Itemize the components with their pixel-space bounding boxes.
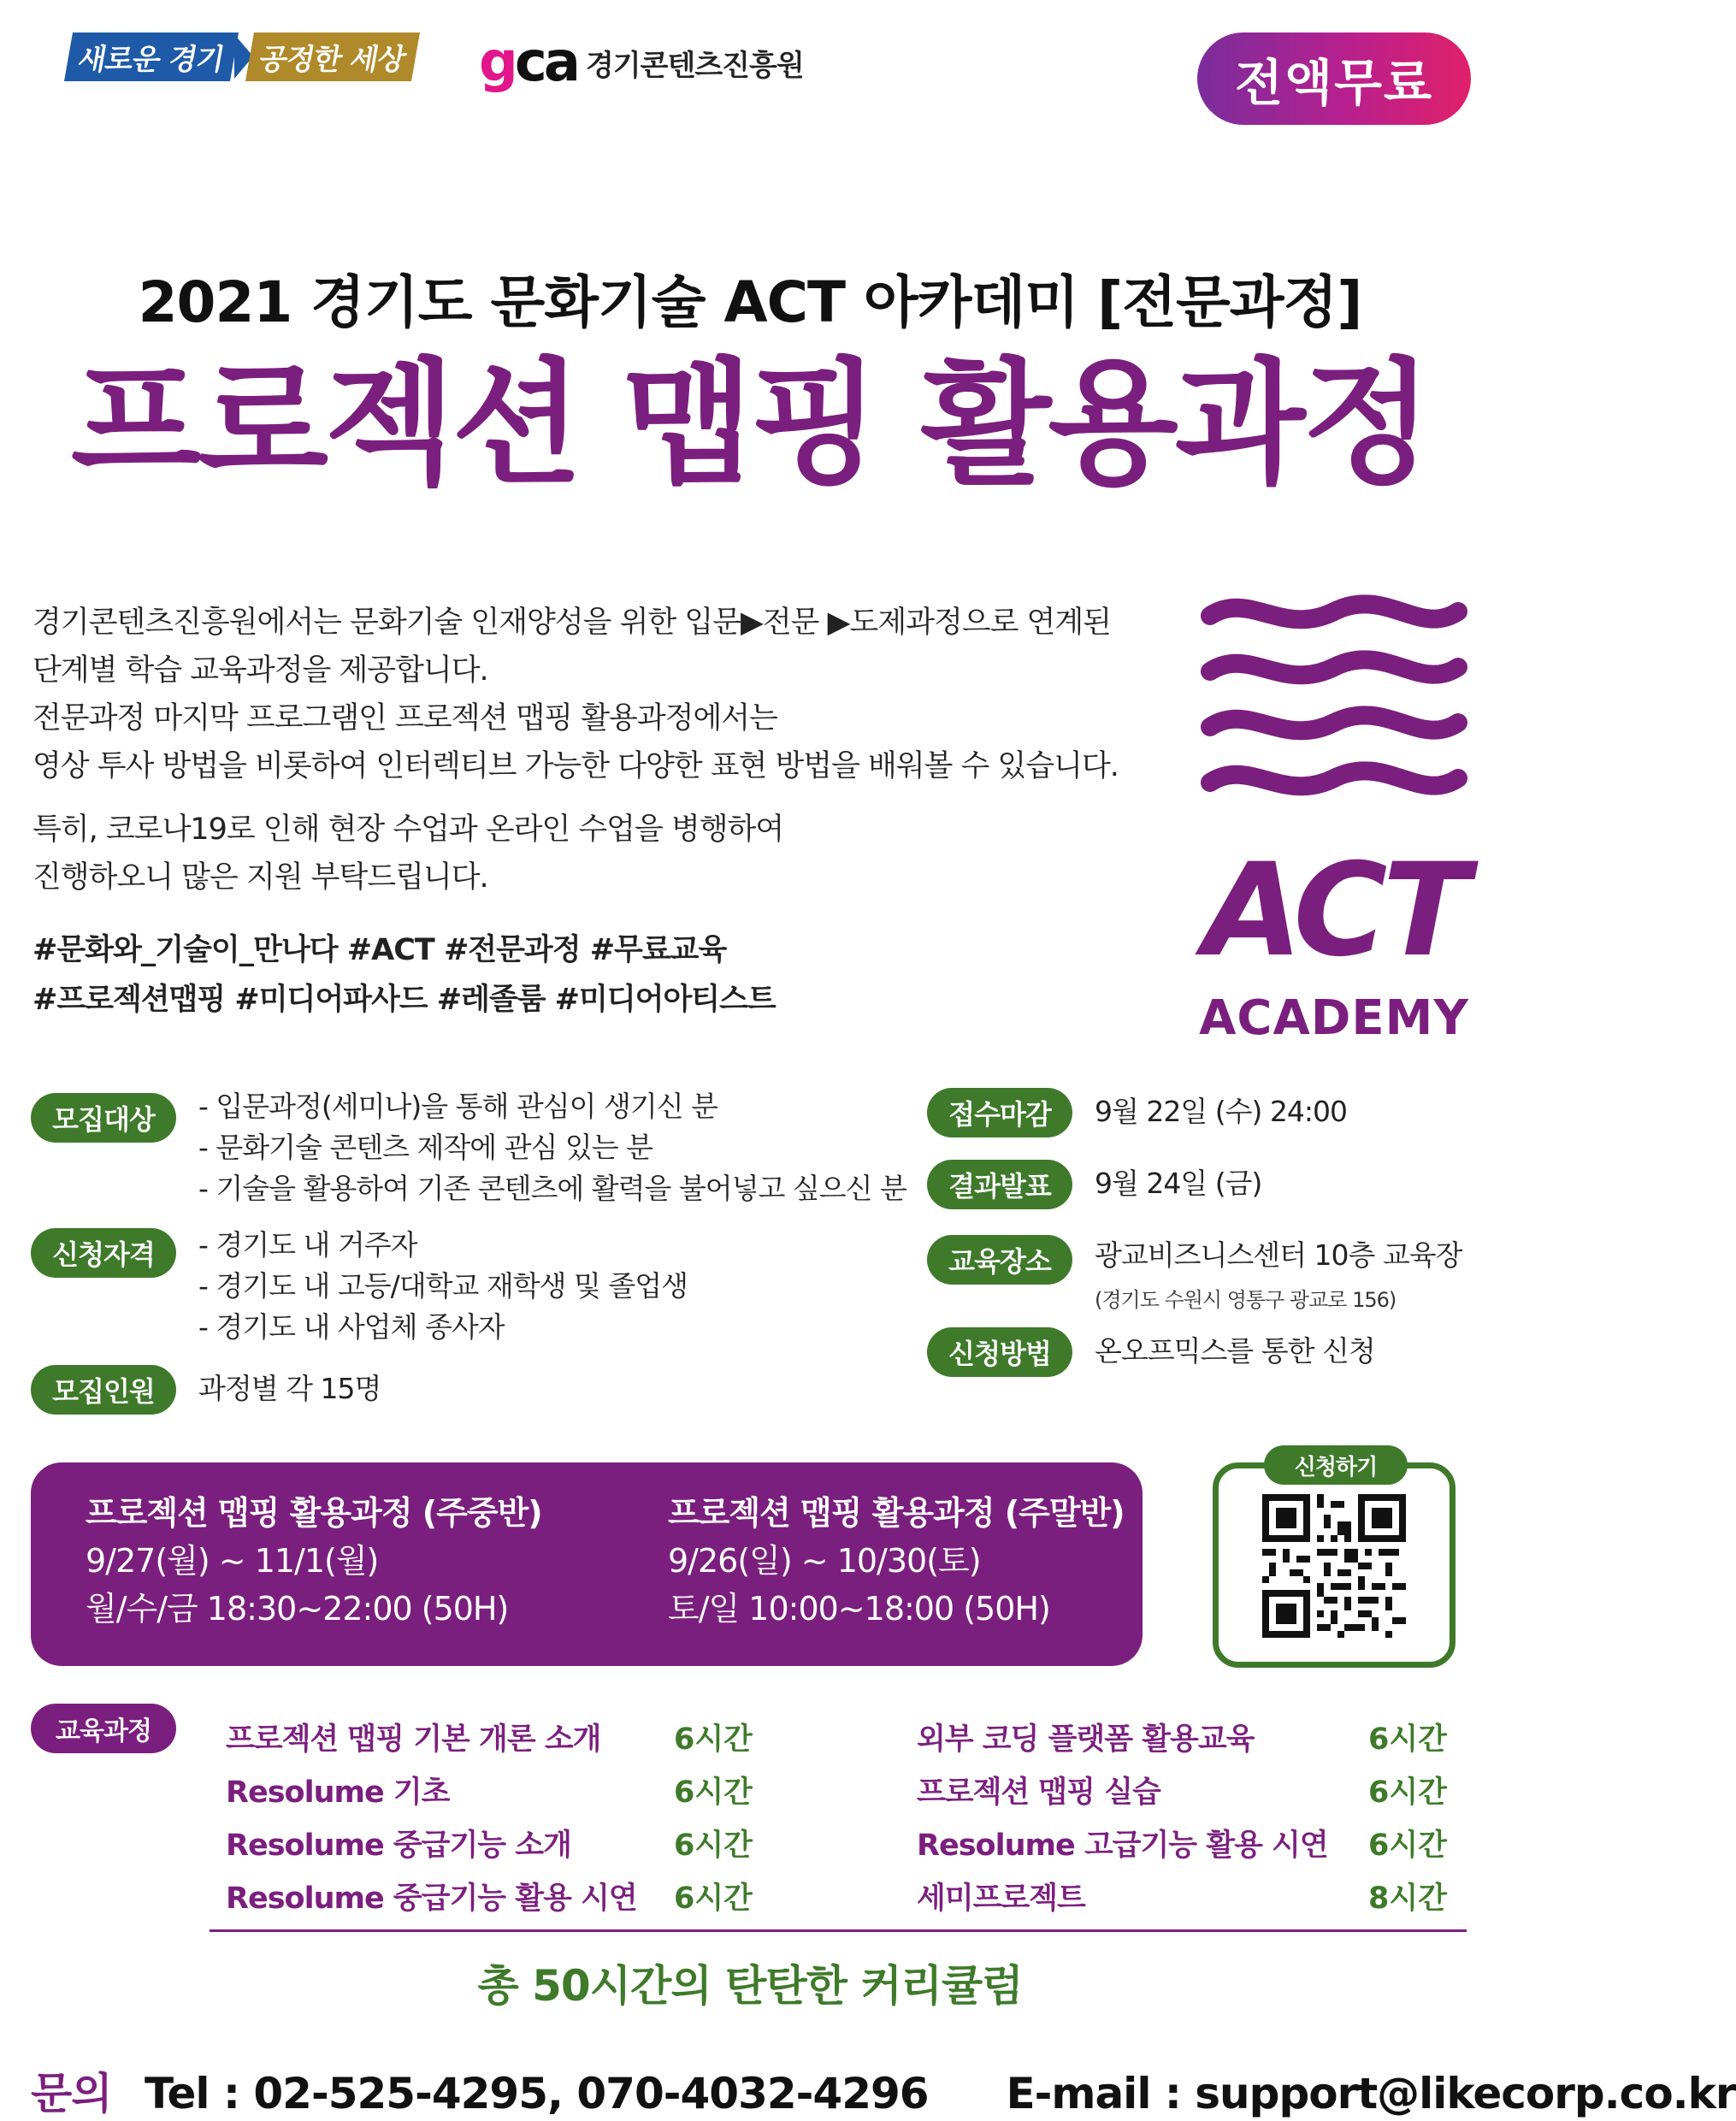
target-label: 모집대상 xyxy=(31,1093,176,1143)
schedule-weekend xyxy=(668,1486,1125,1633)
curriculum-label: 교육과정 xyxy=(31,1704,176,1753)
course-name: 외부 코딩 플랫폼 활용교육 xyxy=(917,1722,1255,1757)
course-name: 세미프로젝트 xyxy=(917,1882,1085,1916)
intro-line: 경기콘텐츠진흥원에서는 문화기술 인재양성을 위한 입문▶전문 ▶도제과정으로 연계된 xyxy=(32,606,1111,640)
curriculum-divider xyxy=(210,1929,1467,1932)
method-text: 온오프믹스를 통한 신청 xyxy=(1095,1334,1375,1368)
intro-text xyxy=(32,599,1178,901)
schedule-weekday-dates: 9/27(월) ~ 11/1(월) xyxy=(86,1542,379,1580)
course-name: 프로젝션 맵핑 실습 xyxy=(917,1775,1160,1810)
result-label: 결과발표 xyxy=(927,1160,1072,1209)
qualification-item: - 경기도 내 거주자 xyxy=(198,1228,417,1261)
schedule-box xyxy=(31,1462,1143,1666)
hashtags xyxy=(32,925,1178,1025)
act-logo-academy: ACADEMY xyxy=(1199,990,1469,1046)
place-label: 교육장소 xyxy=(927,1235,1072,1285)
waves-icon xyxy=(1197,590,1471,847)
qualification-list xyxy=(198,1225,688,1348)
contact-label: 문의 xyxy=(31,2069,112,2118)
course-hours: 6시간 xyxy=(1368,1829,1447,1863)
gca-logo xyxy=(479,31,804,94)
apply-label: 신청하기 xyxy=(1264,1445,1408,1485)
place-text: 광교비즈니스센터 10층 교육장 xyxy=(1095,1238,1462,1272)
intro-line: 영상 투사 방법을 비롯하여 인터렉티브 가능한 다양한 표현 방법을 배워볼 수 있습니다. xyxy=(32,749,1119,783)
course-name: Resolume 기초 xyxy=(226,1775,450,1810)
hashtag-line: #프로젝션맵핑 #미디어파사드 #레졸룸 #미디어아티스트 xyxy=(32,983,776,1017)
intro-line: 진행하오니 많은 지원 부탁드립니다. xyxy=(32,860,488,895)
intro-line: 단계별 학습 교육과정을 제공합니다. xyxy=(32,653,488,688)
target-item: - 기술을 활용하여 기존 콘텐츠에 활력을 불어넣고 싶으신 분 xyxy=(198,1172,906,1205)
gca-mark: gca xyxy=(479,31,577,94)
email-label: E-mail : xyxy=(1006,2069,1181,2118)
course-hours: 6시간 xyxy=(674,1829,753,1863)
count-text: 과정별 각 15명 xyxy=(198,1372,381,1405)
slogan-part1: 새로운 경기 xyxy=(64,32,239,81)
act-academy-logo xyxy=(1197,590,1471,1052)
course-name: Resolume 고급기능 활용 시연 xyxy=(917,1829,1328,1863)
schedule-weekday-title: 프로젝션 맵핑 활용과정 (주중반) xyxy=(86,1494,542,1532)
qualification-item: - 경기도 내 사업체 종사자 xyxy=(198,1310,505,1344)
deadline-label: 접수마감 xyxy=(927,1088,1072,1137)
course-hours: 6시간 xyxy=(674,1882,753,1916)
schedule-weekend-dates: 9/26(일) ~ 10/30(토) xyxy=(668,1542,981,1580)
qr-code-icon[interactable] xyxy=(1262,1494,1406,1638)
schedule-weekend-title: 프로젝션 맵핑 활용과정 (주말반) xyxy=(668,1494,1125,1532)
curriculum-total: 총 50시간의 탄탄한 커리큘럼 xyxy=(477,1961,1023,2011)
page-subtitle: 2021 경기도 문화기술 ACT 아카데미 [전문과정] xyxy=(138,269,1362,335)
place-address: (경기도 수원시 영통구 광교로 156) xyxy=(1095,1288,1396,1312)
method-label: 신청방법 xyxy=(927,1327,1072,1377)
slogan-part2: 공정한 세상 xyxy=(245,32,420,81)
contact-footer xyxy=(31,2059,1736,2121)
deadline-text: 9월 22일 (수) 24:00 xyxy=(1095,1095,1347,1128)
qr-code-frame[interactable] xyxy=(1213,1462,1456,1668)
course-name: Resolume 중급기능 활용 시연 xyxy=(226,1882,637,1916)
act-logo-word: ACT xyxy=(1203,836,1465,985)
schedule-weekday xyxy=(86,1486,542,1633)
course-name: Resolume 중급기능 소개 xyxy=(226,1829,571,1863)
hashtag-line: #문화와_기술이_만나다 #ACT #전문과정 #무료교육 xyxy=(32,933,727,967)
result-text: 9월 24일 (금) xyxy=(1095,1167,1262,1200)
tel-number[interactable]: 02-525-4295, 070-4032-4296 xyxy=(253,2069,929,2118)
target-list xyxy=(198,1086,906,1209)
schedule-weekend-time: 토/일 10:00~18:00 (50H) xyxy=(668,1590,1050,1628)
count-label: 모집인원 xyxy=(31,1365,176,1415)
qualification-label: 신청자격 xyxy=(31,1228,176,1278)
course-hours: 6시간 xyxy=(1368,1722,1447,1757)
target-item: - 문화기술 콘텐츠 제작에 관심 있는 분 xyxy=(198,1131,653,1164)
course-hours: 6시간 xyxy=(1368,1775,1447,1810)
schedule-weekday-time: 월/수/금 18:30~22:00 (50H) xyxy=(86,1590,509,1628)
free-badge: 전액무료 xyxy=(1197,32,1471,125)
tel-label: Tel : xyxy=(145,2069,239,2118)
intro-line: 전문과정 마지막 프로그램인 프로젝션 맵핑 활용과정에서는 xyxy=(32,701,777,736)
course-hours: 6시간 xyxy=(674,1775,753,1810)
qualification-item: - 경기도 내 고등/대학교 재학생 및 졸업생 xyxy=(198,1269,688,1303)
email-address[interactable]: support@likecorp.co.kr xyxy=(1195,2069,1736,2118)
course-hours: 8시간 xyxy=(1368,1882,1447,1916)
course-name: 프로젝션 맵핑 기본 개론 소개 xyxy=(226,1722,601,1757)
gca-name: 경기콘텐츠진흥원 xyxy=(585,48,804,83)
course-hours: 6시간 xyxy=(674,1722,753,1757)
target-item: - 입문과정(세미나)을 통해 관심이 생기신 분 xyxy=(198,1090,718,1123)
page-title: 프로젝션 맵핑 활용과정 xyxy=(70,346,1430,503)
gyeonggi-slogan-logo xyxy=(68,34,416,79)
intro-line: 특히, 코로나19로 인해 현장 수업과 온라인 수업을 병행하여 xyxy=(32,812,784,847)
